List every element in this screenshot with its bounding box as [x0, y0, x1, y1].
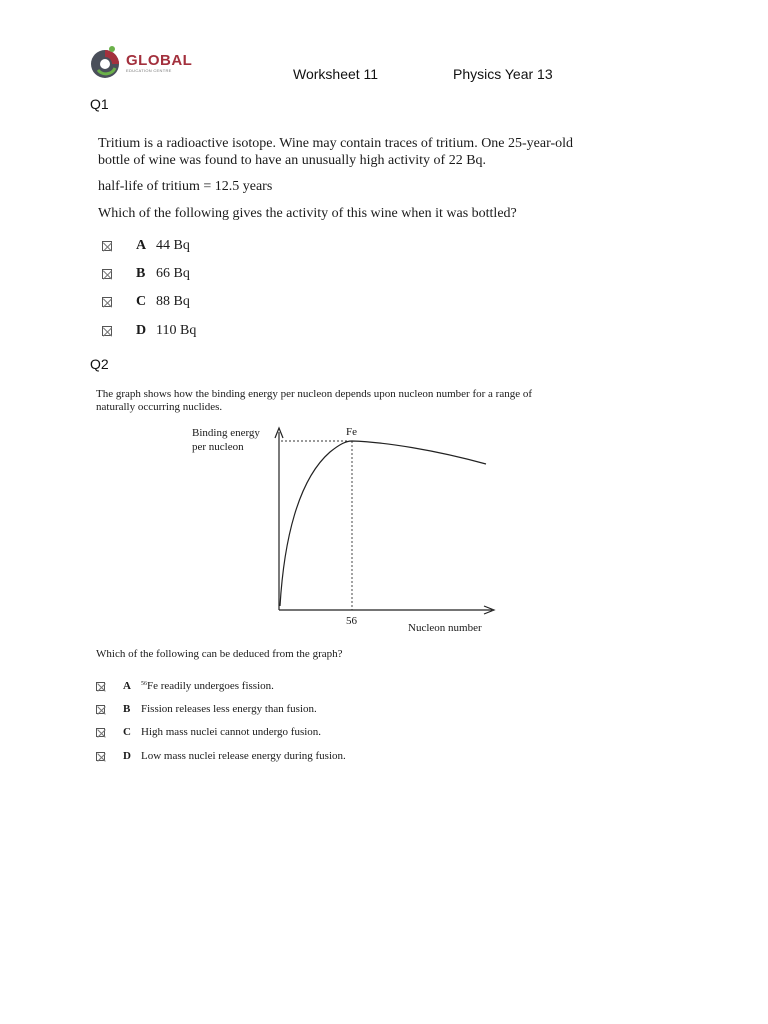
option-text: High mass nuclei cannot undergo fusion.	[141, 726, 322, 738]
q1-option-c[interactable]	[102, 294, 190, 310]
x-tick-label: 56	[346, 615, 357, 627]
worksheet-title: Worksheet 11	[293, 66, 379, 82]
binding-energy-graph	[180, 420, 510, 640]
q2-option-c[interactable]	[96, 726, 321, 738]
logo-text: GLOBAL	[126, 52, 193, 69]
option-letter: A	[123, 680, 131, 692]
option-text: Low mass nuclei release energy during fusion.	[141, 750, 346, 762]
y-axis-label-line2: per nucleon	[192, 441, 244, 453]
option-letter: A	[136, 238, 147, 253]
checkbox-icon[interactable]	[102, 269, 112, 279]
checkbox-icon[interactable]	[102, 241, 112, 251]
q1-label: Q1	[90, 96, 109, 112]
option-text: Fission releases less energy than fusion.	[141, 703, 317, 715]
logo-subtext: EDUCATION CENTRE	[126, 68, 172, 73]
checkbox-icon[interactable]	[102, 326, 112, 336]
option-letter: B	[123, 703, 131, 715]
q2-option-a[interactable]	[96, 680, 274, 692]
q2-question: Which of the following can be deduced from the graph?	[96, 648, 343, 660]
option-text: 66 Bq	[156, 266, 190, 281]
q2-option-d[interactable]	[96, 750, 346, 762]
option-text: 110 Bq	[156, 323, 197, 338]
q2-stem: The graph shows how the binding energy per nucleon depends upon nucleon number for a range of naturally occurring nuclides.	[96, 388, 533, 413]
q1-stem: Tritium is a radioactive isotope. Wine may contain traces of tritium. One 25-year-old bottle of wine was found to have an unusually high activity of 22 Bq.	[98, 136, 574, 168]
y-axis-label-line1: Binding energy	[192, 427, 260, 439]
q1-option-b[interactable]	[102, 266, 190, 282]
q2-option-b[interactable]	[96, 703, 317, 715]
checkbox-icon[interactable]	[102, 297, 112, 307]
option-text-body: Fe readily undergoes fission.	[147, 680, 274, 692]
checkbox-icon[interactable]	[96, 752, 105, 761]
subject-title: Physics Year 13	[453, 66, 553, 82]
q2-label: Q2	[90, 356, 109, 372]
option-letter: C	[136, 294, 147, 309]
binding-energy-curve	[280, 441, 486, 606]
q1-option-d[interactable]	[102, 323, 196, 339]
option-letter: D	[123, 750, 131, 762]
checkbox-icon[interactable]	[96, 682, 105, 691]
mass-number: 56	[141, 681, 147, 687]
peak-label: Fe	[346, 426, 357, 438]
option-text: 88 Bq	[156, 294, 190, 309]
option-letter: D	[136, 323, 147, 338]
option-text: 44 Bq	[156, 238, 190, 253]
q1-option-a[interactable]	[102, 238, 190, 254]
x-axis-label: Nucleon number	[408, 622, 482, 634]
q1-question: Which of the following gives the activity of this wine when it was bottled?	[98, 206, 517, 221]
option-letter: C	[123, 726, 131, 738]
q1-half-life: half-life of tritium = 12.5 years	[98, 179, 273, 194]
option-text	[141, 680, 274, 692]
option-letter: B	[136, 266, 146, 281]
checkbox-icon[interactable]	[96, 728, 105, 737]
checkbox-icon[interactable]	[96, 705, 105, 714]
